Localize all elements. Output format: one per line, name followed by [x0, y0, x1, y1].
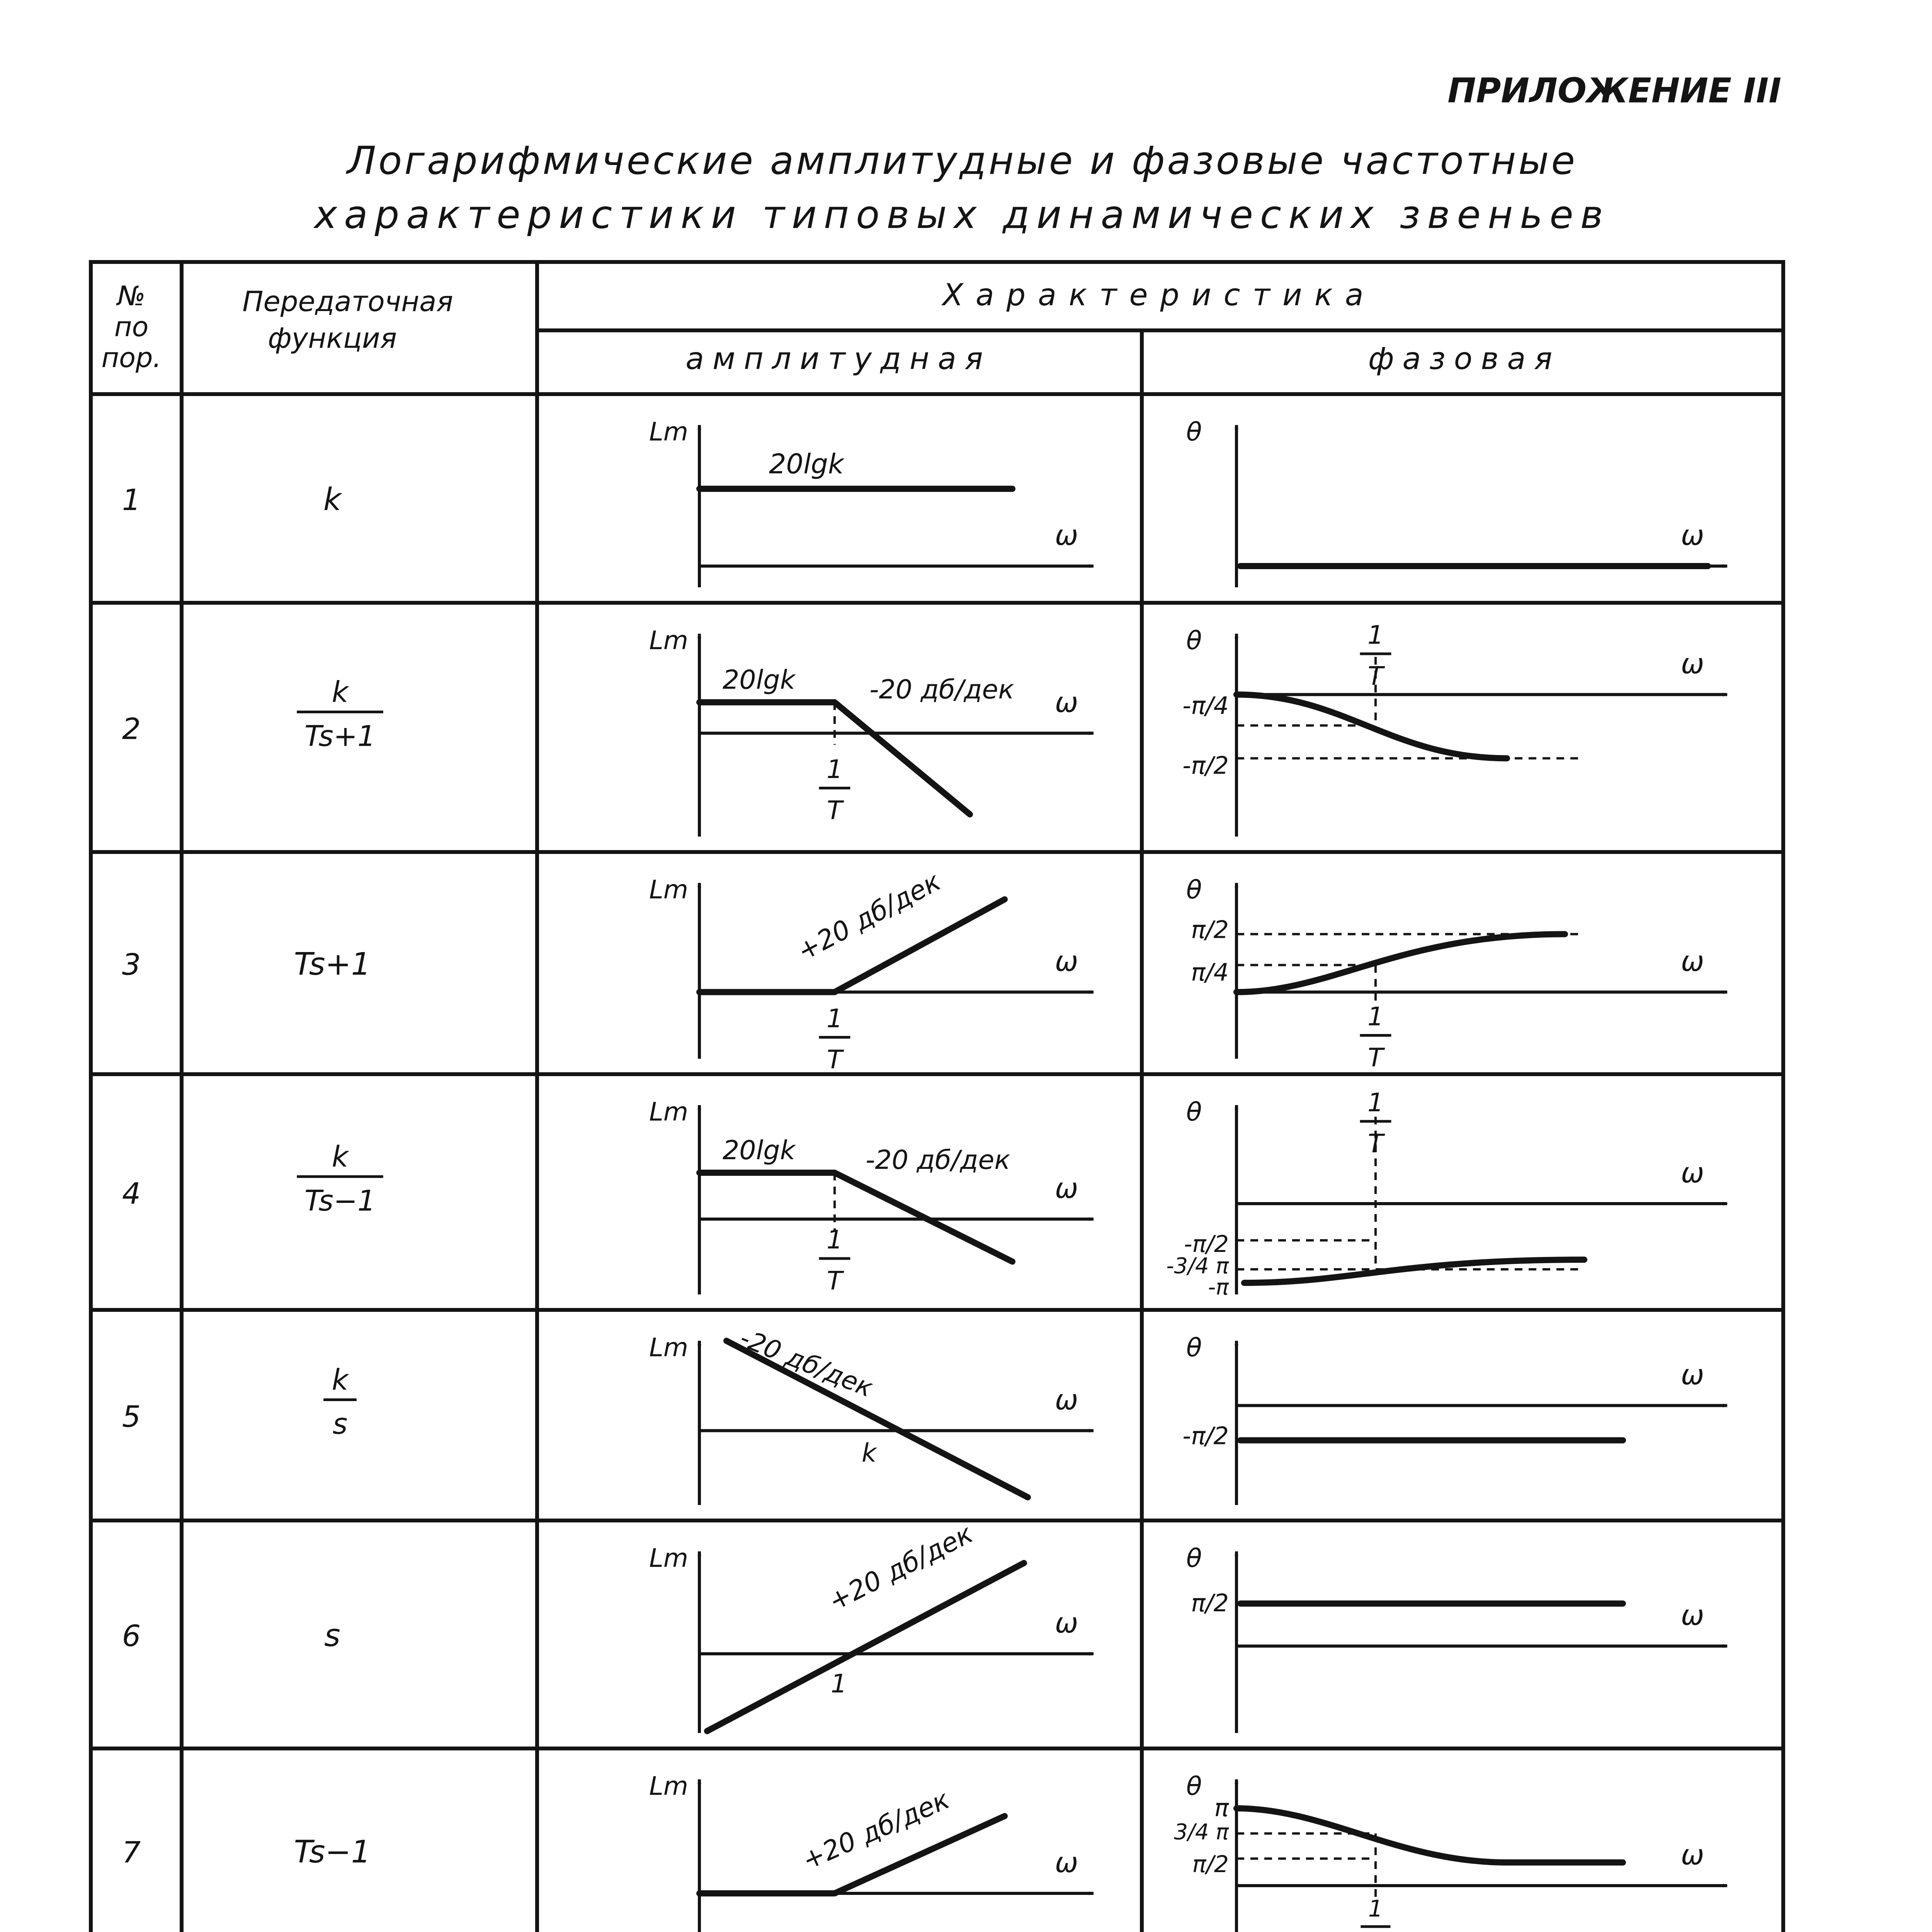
gain-label: 20lgk [723, 1135, 795, 1166]
corner-frequency-label [819, 1225, 850, 1296]
fraction-denominator: T [1367, 1043, 1384, 1073]
fraction-numerator: k [332, 1363, 349, 1397]
level-label: -π/2 [1182, 751, 1229, 780]
table-row [122, 1140, 383, 1218]
crossing-label: k [862, 1438, 877, 1468]
fraction-numerator: 1 [1367, 1002, 1384, 1032]
table-row [122, 946, 371, 982]
page-title-line-2: характеристики типовых динамических звеньев [314, 192, 1610, 237]
omega-axis-label: ω [1681, 1838, 1704, 1871]
omega-axis-label: ω [1055, 945, 1078, 978]
phase-curve [1236, 934, 1565, 992]
col-characteristic: Характеристика [942, 278, 1376, 313]
fraction-denominator: Ts+1 [304, 719, 376, 753]
y-axis-label: Lm [649, 1543, 689, 1573]
transfer-function: k [323, 481, 342, 517]
fraction-numerator: 1 [1367, 620, 1384, 650]
level-label: -π/2 [1184, 1231, 1229, 1258]
amplitude-plot [649, 1519, 1094, 1733]
fraction-numerator: 1 [827, 1225, 843, 1255]
phase-plot [1166, 1088, 1727, 1300]
crossing-label: 1 [831, 1669, 847, 1699]
y-axis-label: Lm [649, 875, 689, 905]
level-label: π [1214, 1794, 1229, 1822]
level-label: -π/4 [1182, 691, 1229, 720]
amplitude-plot [649, 626, 1094, 837]
row-number: 1 [122, 483, 141, 517]
phase-plot [1186, 875, 1727, 1073]
omega-axis-label: ω [1055, 1172, 1078, 1204]
fraction-denominator: Ts−1 [304, 1184, 376, 1218]
y-axis-label: θ [1186, 626, 1202, 655]
col-phase: фазовая [1368, 342, 1561, 376]
fraction-denominator: T [1367, 1129, 1384, 1158]
fraction-denominator: s [332, 1407, 348, 1441]
page-title-line-1: Логарифмические амплитудные и фазовые частотные [347, 138, 1578, 183]
phase-curve [1244, 1260, 1584, 1283]
amplitude-plot [649, 1771, 1094, 1932]
corner-frequency-label [1360, 1002, 1391, 1073]
y-axis-label: θ [1186, 875, 1202, 905]
y-axis-label: Lm [649, 1771, 689, 1801]
amplitude-plot [649, 866, 1094, 1075]
phase-plot [1182, 1333, 1727, 1505]
corner-frequency-label [1361, 1895, 1390, 1932]
transfer-function [323, 1364, 357, 1441]
level-label: -3/4 π [1166, 1253, 1229, 1279]
gain-label: 20lgk [723, 665, 795, 696]
omega-axis-label: ω [1681, 519, 1704, 551]
transfer-function: Ts+1 [294, 946, 371, 982]
table-grid [91, 262, 1783, 1932]
level-label: -π/2 [1182, 1422, 1229, 1450]
omega-axis-label: ω [1055, 1607, 1078, 1639]
corner-frequency-label [1360, 620, 1391, 691]
col-no-line-2: по [114, 311, 149, 343]
level-label: 3/4 π [1174, 1820, 1229, 1845]
transfer-function: Ts−1 [294, 1834, 371, 1870]
fraction-numerator: k [332, 675, 349, 709]
transfer-function [297, 1140, 383, 1218]
col-no-line-1: № [117, 280, 146, 312]
transfer-function: s [324, 1617, 340, 1653]
level-label: -π [1208, 1275, 1229, 1300]
y-axis-label: Lm [649, 1097, 689, 1127]
y-axis-label: Lm [649, 417, 689, 447]
level-label: π/2 [1191, 915, 1229, 944]
corner-frequency-label [819, 1004, 850, 1075]
amplitude-plot [649, 1097, 1094, 1296]
y-axis-label: θ [1186, 1771, 1202, 1801]
amplitude-plot [649, 417, 1094, 587]
omega-axis-label: ω [1681, 1599, 1704, 1631]
amplitude-plot [649, 1323, 1094, 1505]
omega-axis-label: ω [1055, 1846, 1078, 1879]
table-row [122, 481, 342, 517]
table-row [122, 1617, 340, 1653]
table-row [122, 676, 383, 753]
omega-axis-label: ω [1055, 519, 1078, 551]
col-tf-line-2: функция [268, 322, 397, 354]
slope-label: -20 дб/дек [869, 674, 1014, 705]
fraction-denominator: T [827, 1266, 843, 1296]
fraction-numerator: 1 [1367, 1088, 1384, 1117]
level-label: π/2 [1192, 1851, 1229, 1878]
row-number: 3 [122, 947, 141, 982]
y-axis-label: Lm [649, 1333, 689, 1362]
table-rows [113, 417, 1727, 1932]
y-axis-label: θ [1186, 1333, 1202, 1362]
y-axis-label: θ [1186, 417, 1202, 447]
table-row [122, 1834, 371, 1870]
row-number: 2 [122, 711, 141, 746]
table-header [101, 278, 1561, 376]
phase-plot [1174, 1771, 1727, 1932]
fraction-denominator: T [827, 795, 843, 825]
col-no-line-3: пор. [101, 342, 162, 374]
fraction-numerator: k [332, 1140, 349, 1173]
col-amplitude: амплитудная [685, 342, 992, 376]
level-label: π/2 [1191, 1589, 1229, 1617]
slope-label: +20 дб/дек [823, 1519, 978, 1617]
slope-label: -20 дб/дек [736, 1323, 877, 1403]
omega-axis-label: ω [1681, 1156, 1704, 1189]
slope-label: -20 дб/дек [866, 1145, 1010, 1175]
gain-label: 20lgk [769, 448, 844, 480]
omega-axis-label: ω [1681, 945, 1704, 978]
level-label: π/4 [1191, 958, 1229, 986]
omega-axis-label: ω [1681, 647, 1704, 680]
slope-label: +20 дб/дек [792, 866, 946, 967]
y-axis-label: θ [1186, 1543, 1202, 1573]
phase-plot [1186, 417, 1727, 587]
row-number: 5 [122, 1399, 141, 1434]
transfer-function [297, 676, 383, 753]
fraction-numerator: 1 [827, 754, 843, 784]
gain-curve [699, 1173, 1012, 1262]
fraction-numerator: 1 [1368, 1895, 1383, 1922]
table-row [122, 1364, 357, 1441]
col-tf-line-1: Передаточная [242, 285, 453, 318]
omega-axis-label: ω [1681, 1358, 1704, 1391]
phase-curve [1236, 1808, 1623, 1862]
phase-plot [1182, 620, 1727, 837]
fraction-denominator: T [1367, 661, 1384, 691]
slope-label: +20 дб/дек [798, 1784, 954, 1876]
corner-frequency-label [819, 755, 850, 825]
phase-curve [1236, 695, 1507, 759]
row-number: 4 [122, 1176, 141, 1211]
y-axis-label: Lm [649, 626, 689, 655]
appendix-label: ПРИЛОЖЕНИЕ III [1447, 71, 1781, 111]
row-number: 7 [122, 1835, 141, 1869]
fraction-numerator: 1 [827, 1003, 843, 1034]
y-axis-label: θ [1186, 1097, 1202, 1127]
omega-axis-label: ω [1055, 1383, 1078, 1416]
omega-axis-label: ω [1055, 686, 1078, 719]
fraction-denominator: T [827, 1044, 843, 1075]
phase-plot [1186, 1543, 1727, 1733]
row-number: 6 [122, 1619, 141, 1653]
